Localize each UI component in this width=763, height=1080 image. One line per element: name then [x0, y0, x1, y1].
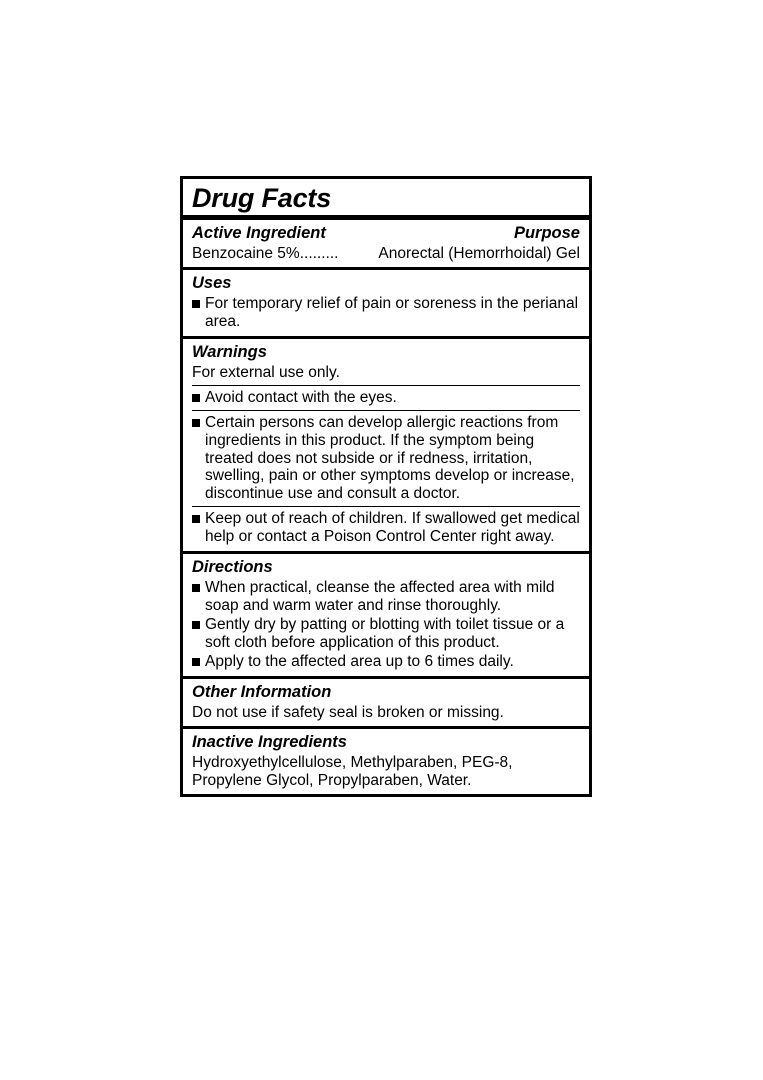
warnings-list-2 — [192, 414, 580, 504]
divider-warnings-3 — [192, 506, 580, 507]
active-ingredient-heading: Active Ingredient — [192, 224, 326, 243]
list-item: Gently dry by patting or blotting with toilet tissue or a soft cloth before application of this product. — [192, 616, 580, 652]
purpose-value: Anorectal (Hemorrhoidal) Gel — [378, 245, 580, 263]
list-item: Keep out of reach of children. If swallowed get medical help or contact a Poison Control Center right away. — [192, 510, 580, 546]
warnings-heading: Warnings — [192, 342, 267, 361]
inactive-ingredients-section — [183, 729, 589, 794]
active-ingredient-heading-row — [192, 223, 580, 245]
directions-list — [192, 579, 580, 671]
uses-section — [183, 270, 589, 336]
uses-heading: Uses — [192, 274, 232, 293]
divider-warnings-1 — [192, 385, 580, 386]
other-information-heading: Other Information — [192, 683, 332, 701]
warnings-list-1 — [192, 389, 580, 407]
drug-facts-title-row — [183, 179, 589, 215]
inactive-ingredients-text: Hydroxyethylcellulose, Methylparaben, PEG-8, Propylene Glycol, Propylparaben, Water. — [192, 753, 513, 789]
active-ingredient-value: Benzocaine 5%......... — [192, 245, 339, 263]
list-item: Certain persons can develop allergic reactions from ingredients in this product. If the symptom being treated does not subside or if redness, irritation, swelling, pain or other symptoms develop or increase, discontinue use and consult a doctor. — [192, 414, 580, 504]
list-item: Apply to the affected area up to 6 times daily. — [192, 653, 580, 671]
list-item: Avoid contact with the eyes. — [192, 389, 580, 407]
page-title: Drug Facts — [192, 183, 332, 213]
purpose-heading: Purpose — [513, 224, 580, 243]
directions-section — [183, 554, 589, 676]
active-ingredient-row — [192, 245, 580, 263]
other-information-text: Do not use if safety seal is broken or missing. — [192, 703, 504, 721]
warnings-list-3 — [192, 510, 580, 546]
list-item: When practical, cleanse the affected area with mild soap and warm water and rinse thoroughly. — [192, 579, 580, 615]
uses-list — [192, 295, 580, 331]
active-ingredient-section — [183, 220, 589, 267]
warnings-section — [183, 339, 589, 552]
list-item: For temporary relief of pain or soreness in the perianal area. — [192, 295, 580, 331]
inactive-ingredients-heading: Inactive Ingredients — [192, 732, 347, 751]
divider-warnings-2 — [192, 410, 580, 411]
drug-facts-panel — [180, 176, 592, 797]
warnings-intro: For external use only. — [192, 363, 340, 381]
directions-heading: Directions — [192, 558, 273, 577]
other-information-section — [183, 679, 589, 726]
